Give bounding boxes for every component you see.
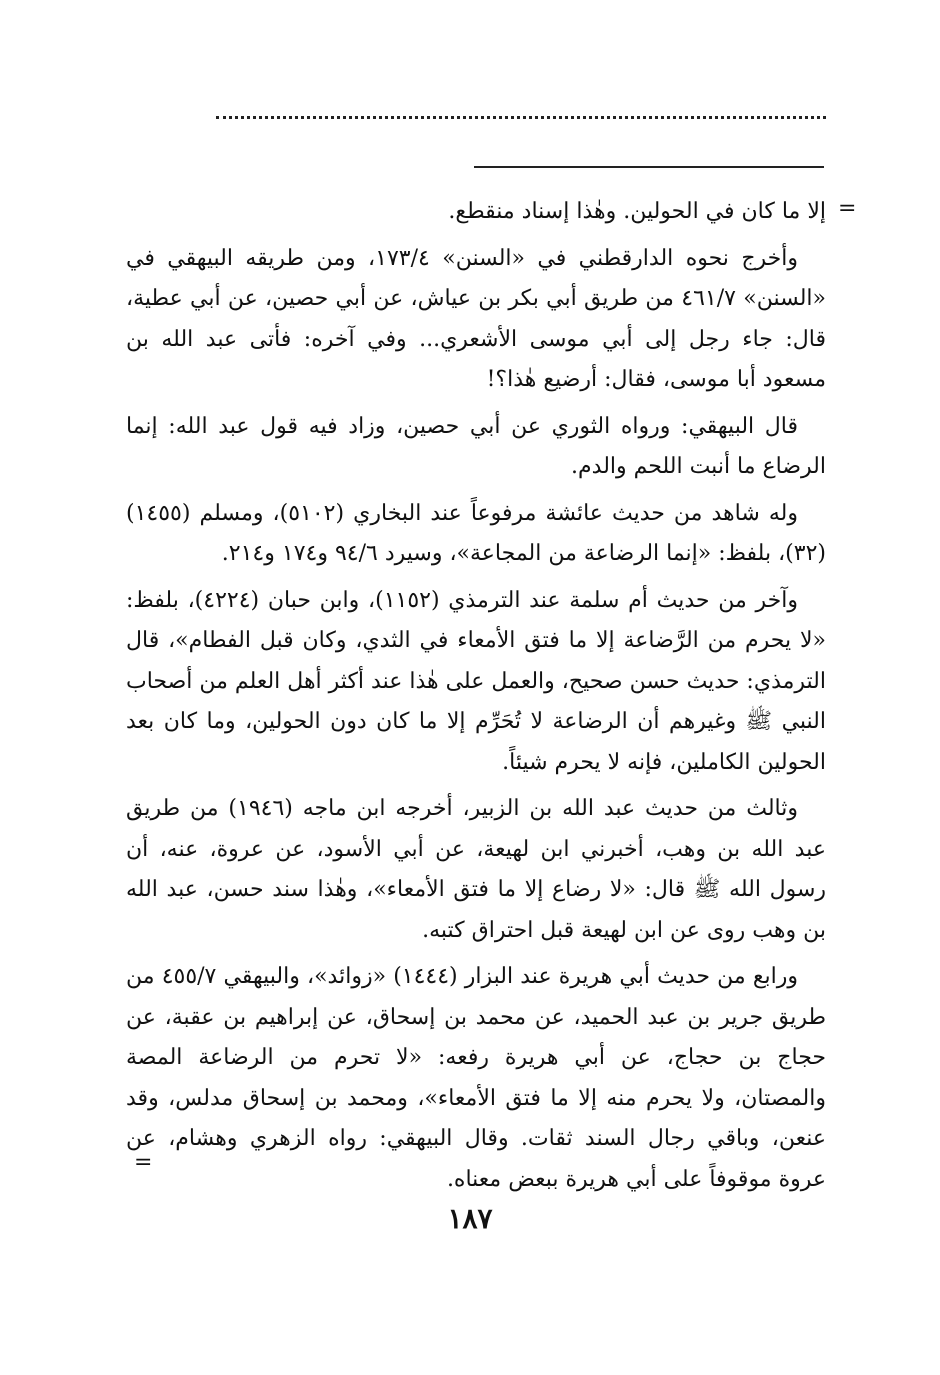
paragraph: وثالث من حديث عبد الله بن الزبير، أخرجه ابن ماجه (١٩٤٦) من طريق عبد الله بن وهب، أخبرني ابن لهيعة، عن أبي الأسود، عن عروة، عنه، أن رسول الله ﷺ قال: «لا رضاع إلا ما فتق الأمعاء»، وهٰذا سند حسن، عبد الله بن وهب روى عن ابن لهيعة قبل احتراق كتبه. <box>126 796 826 943</box>
paragraph: ورابع من حديث أبي هريرة عند البزار (١٤٤٤) «زوائد»، والبيهقي ٤٥٥/٧ من طريق جرير بن عبد الحميد، عن محمد بن إسحاق، عن إبراهيم بن عقبة، عن حجاج بن حجاج، عن أبي هريرة رفعه: «لا تحرم من الرضاعة المصة والمصتان، ولا يحرم منه إلا ما فتق الأمعاء»، ومحمد بن إسحاق مدلس، وقد عنعن، وباقي رجال السند ثقات. وقال البيهقي: رواه الزهري وهشام، عن عروة موقوفاً على أبي هريرة ببعض معناه. <box>126 964 826 1192</box>
paragraph: وأخرج نحوه الدارقطني في «السنن» ١٧٣/٤، ومن طريقه البيهقي في «السنن» ٤٦١/٧ من طريق أبي بكر بن عياش، عن أبي حصين، عن أبي عطية، قال: جاء رجل إلى أبي موسى الأشعري... وفي آخره: فأتى عبد الله بن مسعود أبا موسى، فقال: أرضيع هٰذا؟! <box>126 245 826 392</box>
paragraph: قال البيهقي: ورواه الثوري عن أبي حصين، وزاد فيه قول عبد الله: إنما الرضاع ما أنبت اللحم والدم. <box>126 413 826 479</box>
paragraph: وله شاهد من حديث عائشة مرفوعاً عند البخاري (٥١٠٢)، ومسلم (١٤٥٥) (٣٢)، بلفظ: «إنما الرضاعة من المجاعة»، وسيرد ٩٤/٦ و١٧٤ و٢١٤. <box>126 500 826 566</box>
paragraph: إلا ما كان في الحولين. وهٰذا إسناد منقطع. <box>448 199 826 224</box>
dotted-separator <box>216 116 826 129</box>
paragraph: وآخر من حديث أم سلمة عند الترمذي (١١٥٢)، وابن حبان (٤٢٢٤)، بلفظ: «لا يحرم من الرَّضاعة إلا ما فتق الأمعاء في الثدي، وكان قبل الفطام»، قال الترمذي: حديث حسن صحيح، والعمل على هٰذا عند أكثر أهل العلم من أصحاب النبي ﷺ وغيرهم أن الرضاعة لا تُحَرِّم إلا ما كان دون الحولين، وما كان بعد الحولين الكاملين، فإنه لا يحرم شيئاً. <box>126 587 826 775</box>
continuation-mark-bottom: = <box>134 1150 153 1175</box>
footnote-text <box>126 192 826 1206</box>
footnote-rule <box>474 166 824 168</box>
continuation-mark-top: = <box>838 196 857 221</box>
page-number: ١٨٧ <box>447 1202 493 1235</box>
